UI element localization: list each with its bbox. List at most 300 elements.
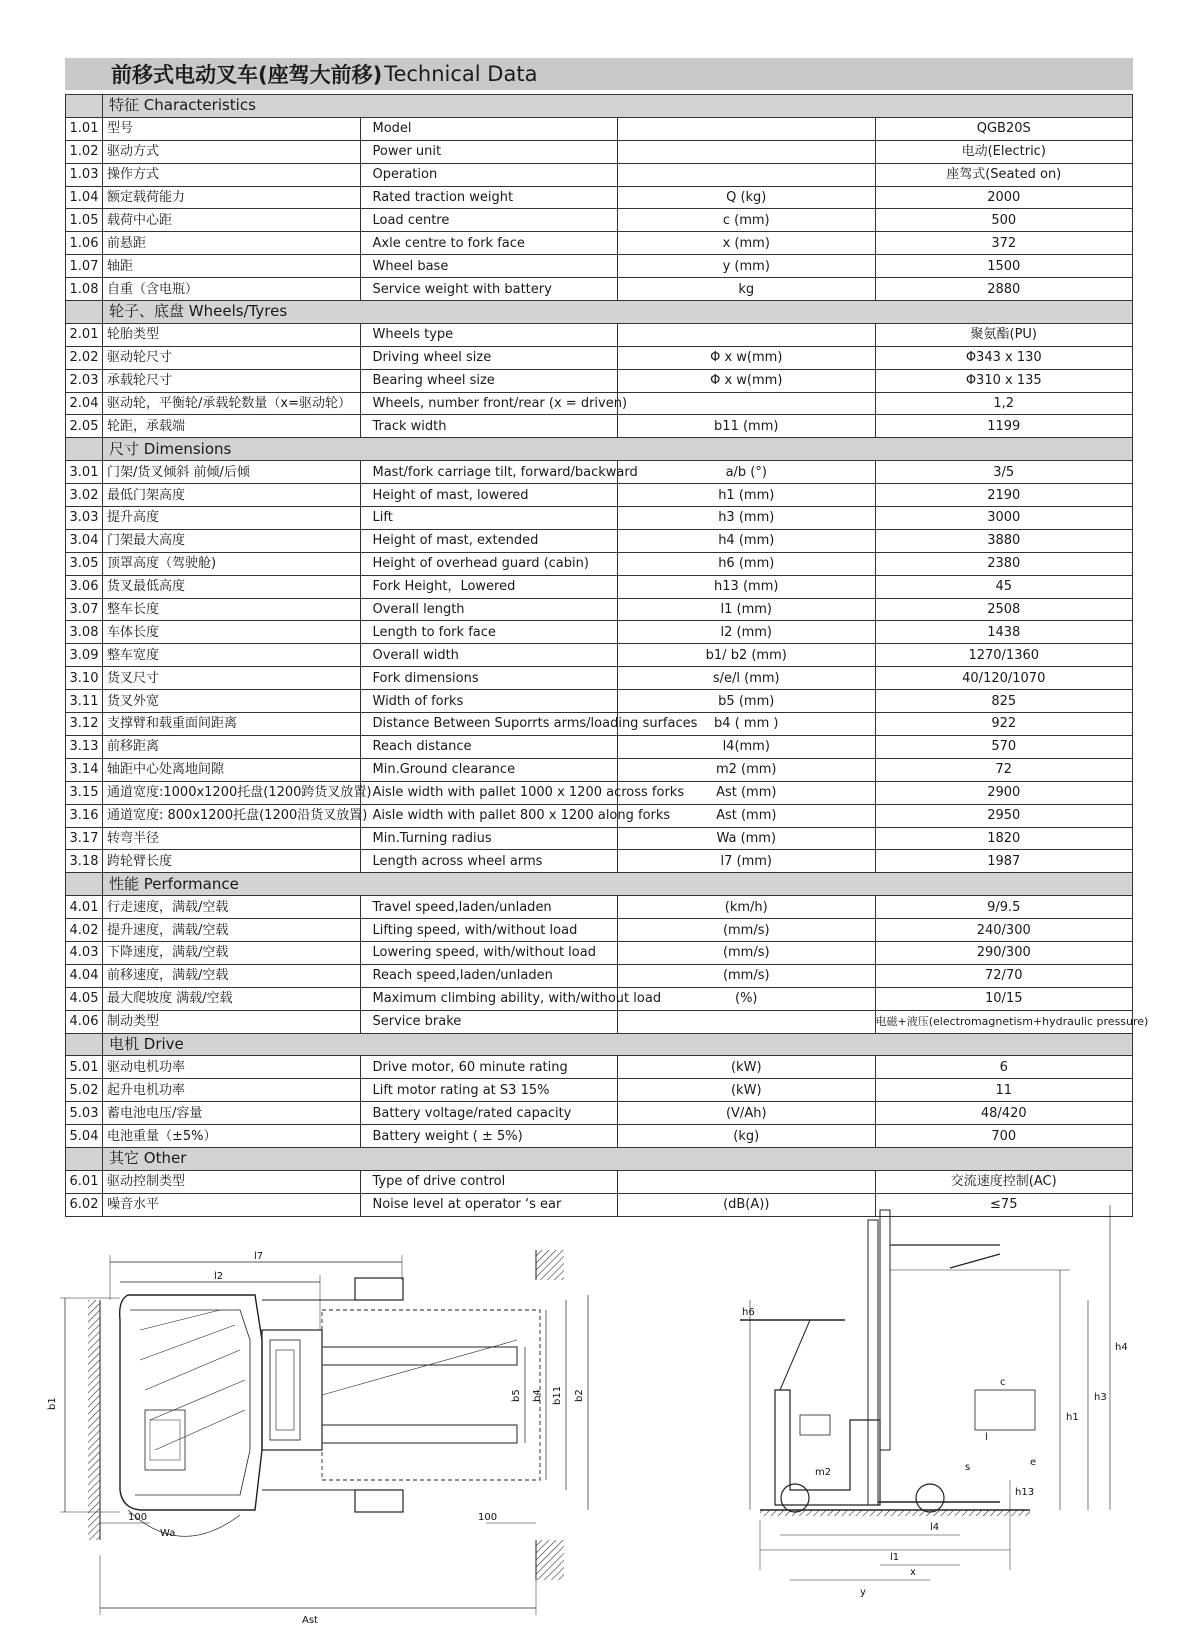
row-unit: (mm/s): [618, 964, 876, 987]
row-unit: b1/ b2 (mm): [618, 644, 876, 667]
row-chinese-label: 整车长度: [103, 598, 361, 621]
row-unit: (mm/s): [618, 941, 876, 964]
row-chinese-label: 门架/货叉倾斜 前倾/后倾: [103, 461, 361, 484]
section-header: [66, 438, 1133, 461]
row-chinese-label: 转弯半径: [103, 827, 361, 850]
label-l: l: [985, 1432, 988, 1443]
row-chinese-label: 货叉尺寸: [103, 667, 361, 690]
label-h1: h1: [1066, 1412, 1079, 1423]
table-row: [66, 987, 1133, 1010]
row-value: 48/420: [875, 1102, 1133, 1125]
row-unit: y (mm): [618, 255, 876, 278]
row-value: 570: [875, 735, 1133, 758]
table-row: [66, 186, 1133, 209]
row-value: 2900: [875, 781, 1133, 804]
row-unit: (mm/s): [618, 919, 876, 942]
label-h6: h6: [742, 1307, 755, 1318]
label-l4: l4: [930, 1522, 940, 1533]
row-chinese-label: 驱动轮，平衡轮/承载轮数量（x=驱动轮）: [103, 392, 361, 415]
top-view-drawing: [60, 1250, 588, 1615]
row-value: Φ343 x 130: [875, 346, 1133, 369]
table-row: [66, 278, 1133, 301]
row-chinese-label: 轴距中心处离地间隙: [103, 758, 361, 781]
drawings-svg: [0, 1240, 1200, 1629]
row-english-label: Operation: [360, 163, 618, 186]
row-chinese-label: 前移速度，满载/空载: [103, 964, 361, 987]
row-chinese-label: 跨轮臂长度: [103, 850, 361, 873]
row-value: 3000: [875, 507, 1133, 530]
table-row: [66, 209, 1133, 232]
row-english-label: Power unit: [360, 140, 618, 163]
section-header-spacer: [66, 873, 103, 896]
row-value: 1987: [875, 850, 1133, 873]
row-value: 1,2: [875, 392, 1133, 415]
row-number: 4.02: [66, 919, 103, 942]
table-row: [66, 232, 1133, 255]
row-value: 290/300: [875, 941, 1133, 964]
row-value: 2950: [875, 804, 1133, 827]
row-chinese-label: 电池重量（±5%）: [103, 1125, 361, 1148]
label-b11: b11: [552, 1385, 563, 1405]
row-value: 交流速度控制(AC): [875, 1170, 1133, 1193]
label-l1: l1: [890, 1552, 900, 1563]
row-value: 11: [875, 1079, 1133, 1102]
row-unit: Φ x w(mm): [618, 369, 876, 392]
table-row: [66, 758, 1133, 781]
row-chinese-label: 最大爬坡度 满载/空载: [103, 987, 361, 1010]
row-value: 1199: [875, 415, 1133, 438]
section-header-spacer: [66, 301, 103, 324]
row-value: 2508: [875, 598, 1133, 621]
row-chinese-label: 操作方式: [103, 163, 361, 186]
row-english-label: Service brake: [360, 1010, 618, 1033]
row-english-label: Length to fork face: [360, 621, 618, 644]
row-value: Φ310 x 135: [875, 369, 1133, 392]
table-row: [66, 781, 1133, 804]
row-value: 1820: [875, 827, 1133, 850]
row-unit: (dB(A)): [618, 1193, 876, 1216]
row-unit: [618, 1010, 876, 1033]
row-chinese-label: 驱动方式: [103, 140, 361, 163]
row-chinese-label: 起升电机功率: [103, 1079, 361, 1102]
table-row: [66, 1102, 1133, 1125]
row-chinese-label: 通道宽度:1000x1200托盘(1200跨货叉放置): [103, 781, 361, 804]
section-header-spacer: [66, 438, 103, 461]
label-x: x: [910, 1567, 916, 1578]
table-row: [66, 919, 1133, 942]
row-chinese-label: 整车宽度: [103, 644, 361, 667]
label-b4: b4: [532, 1389, 543, 1402]
table-row: [66, 667, 1133, 690]
row-chinese-label: 车体长度: [103, 621, 361, 644]
label-l2: l2: [214, 1271, 224, 1282]
row-english-label: Lowering speed, with/without load: [360, 941, 618, 964]
row-english-label: Battery weight ( ± 5%): [360, 1125, 618, 1148]
row-value: 240/300: [875, 919, 1133, 942]
row-value: 72/70: [875, 964, 1133, 987]
row-english-label: Bearing wheel size: [360, 369, 618, 392]
row-unit: (%): [618, 987, 876, 1010]
technical-drawings: [0, 1240, 1200, 1629]
row-chinese-label: 自重（含电瓶）: [103, 278, 361, 301]
row-number: 1.04: [66, 186, 103, 209]
row-english-label: Wheels, number front/rear (x = driven): [360, 392, 618, 415]
row-english-label: Distance Between Suporrts arms/loading surfaces: [360, 713, 618, 736]
table-row: [66, 484, 1133, 507]
label-m2: m2: [815, 1467, 832, 1478]
table-row: [66, 346, 1133, 369]
row-english-label: Aisle width with pallet 800 x 1200 along forks: [360, 804, 618, 827]
row-number: 3.04: [66, 529, 103, 552]
row-value: 922: [875, 713, 1133, 736]
label-ast: Ast: [302, 1615, 318, 1626]
document-title: [65, 58, 1133, 90]
row-number: 4.03: [66, 941, 103, 964]
table-row: [66, 575, 1133, 598]
row-number: 1.06: [66, 232, 103, 255]
row-unit: Q (kg): [618, 186, 876, 209]
technical-data-table: [65, 94, 1149, 1217]
row-unit: [618, 1170, 876, 1193]
row-unit: b5 (mm): [618, 690, 876, 713]
label-h3: h3: [1094, 1392, 1107, 1403]
table-row: [66, 644, 1133, 667]
table-row: [66, 323, 1133, 346]
row-value: 10/15: [875, 987, 1133, 1010]
row-number: 4.01: [66, 896, 103, 919]
row-number: 1.01: [66, 117, 103, 140]
row-chinese-label: 驱动轮尺寸: [103, 346, 361, 369]
row-value: 1500: [875, 255, 1133, 278]
row-english-label: Reach distance: [360, 735, 618, 758]
row-chinese-label: 载荷中心距: [103, 209, 361, 232]
row-english-label: Lift motor rating at S3 15%: [360, 1079, 618, 1102]
table-row: [66, 1125, 1133, 1148]
row-number: 5.02: [66, 1079, 103, 1102]
row-value: 电动(Electric): [875, 140, 1133, 163]
row-chinese-label: 前移距离: [103, 735, 361, 758]
row-chinese-label: 支撑臂和载重面间距离: [103, 713, 361, 736]
table-row: [66, 1056, 1133, 1079]
row-value: 3880: [875, 529, 1133, 552]
row-english-label: Type of drive control: [360, 1170, 618, 1193]
table-row: [66, 827, 1133, 850]
row-unit: a/b (°): [618, 461, 876, 484]
row-number: 2.02: [66, 346, 103, 369]
table-row: [66, 690, 1133, 713]
row-english-label: Noise level at operator ‘s ear: [360, 1193, 618, 1216]
row-english-label: Drive motor, 60 minute rating: [360, 1056, 618, 1079]
label-y: y: [860, 1587, 866, 1598]
row-english-label: Overall length: [360, 598, 618, 621]
row-number: 1.07: [66, 255, 103, 278]
row-english-label: Battery voltage/rated capacity: [360, 1102, 618, 1125]
row-value: 3/5: [875, 461, 1133, 484]
row-value: 40/120/1070: [875, 667, 1133, 690]
row-number: 3.15: [66, 781, 103, 804]
row-chinese-label: 承载轮尺寸: [103, 369, 361, 392]
table-row: [66, 713, 1133, 736]
row-chinese-label: 门架最大高度: [103, 529, 361, 552]
row-value: 2190: [875, 484, 1133, 507]
row-unit: (kW): [618, 1056, 876, 1079]
row-english-label: Travel speed,laden/unladen: [360, 896, 618, 919]
row-unit: h4 (mm): [618, 529, 876, 552]
table-row: [66, 529, 1133, 552]
row-unit: h13 (mm): [618, 575, 876, 598]
section-title: 其它 Other: [103, 1147, 1133, 1170]
row-number: 1.08: [66, 278, 103, 301]
table-row: [66, 140, 1133, 163]
row-number: 3.11: [66, 690, 103, 713]
row-number: 3.16: [66, 804, 103, 827]
row-english-label: Wheel base: [360, 255, 618, 278]
row-number: 2.03: [66, 369, 103, 392]
row-value: 6: [875, 1056, 1133, 1079]
row-english-label: Track width: [360, 415, 618, 438]
row-english-label: Min.Turning radius: [360, 827, 618, 850]
row-chinese-label: 蓄电池电压/容量: [103, 1102, 361, 1125]
section-header-spacer: [66, 1033, 103, 1056]
row-chinese-label: 货叉最低高度: [103, 575, 361, 598]
table-row: [66, 392, 1133, 415]
row-value: 700: [875, 1125, 1133, 1148]
row-english-label: Reach speed,laden/unladen: [360, 964, 618, 987]
row-value: 1270/1360: [875, 644, 1133, 667]
row-number: 1.03: [66, 163, 103, 186]
table-row: [66, 964, 1133, 987]
row-chinese-label: 制动类型: [103, 1010, 361, 1033]
row-unit: m2 (mm): [618, 758, 876, 781]
row-number: 4.06: [66, 1010, 103, 1033]
row-unit: b11 (mm): [618, 415, 876, 438]
row-unit: [618, 117, 876, 140]
row-value: 聚氨酯(PU): [875, 323, 1133, 346]
section-title: 电机 Drive: [103, 1033, 1133, 1056]
row-chinese-label: 提升速度，满载/空载: [103, 919, 361, 942]
row-chinese-label: 下降速度，满载/空载: [103, 941, 361, 964]
row-number: 6.02: [66, 1193, 103, 1216]
row-value: 2880: [875, 278, 1133, 301]
row-english-label: Lift: [360, 507, 618, 530]
row-number: 3.17: [66, 827, 103, 850]
row-english-label: Model: [360, 117, 618, 140]
row-english-label: Wheels type: [360, 323, 618, 346]
row-unit: (kW): [618, 1079, 876, 1102]
row-unit: h1 (mm): [618, 484, 876, 507]
row-value: 座驾式(Seated on): [875, 163, 1133, 186]
section-header: [66, 301, 1133, 324]
row-english-label: Min.Ground clearance: [360, 758, 618, 781]
row-unit: Φ x w(mm): [618, 346, 876, 369]
row-english-label: Rated traction weight: [360, 186, 618, 209]
table-row: [66, 1010, 1133, 1033]
row-unit: b4 ( mm ): [618, 713, 876, 736]
table-row: [66, 1193, 1133, 1216]
row-number: 4.04: [66, 964, 103, 987]
row-unit: l7 (mm): [618, 850, 876, 873]
row-number: 3.07: [66, 598, 103, 621]
row-unit: h6 (mm): [618, 552, 876, 575]
row-value: 825: [875, 690, 1133, 713]
row-chinese-label: 顶罩高度（驾驶舱): [103, 552, 361, 575]
row-unit: kg: [618, 278, 876, 301]
table-row: [66, 598, 1133, 621]
row-unit: [618, 163, 876, 186]
row-chinese-label: 驱动控制类型: [103, 1170, 361, 1193]
row-value: 72: [875, 758, 1133, 781]
row-unit: l4(mm): [618, 735, 876, 758]
row-english-label: Overall width: [360, 644, 618, 667]
row-english-label: Fork dimensions: [360, 667, 618, 690]
row-english-label: Height of mast, lowered: [360, 484, 618, 507]
row-unit: Wa (mm): [618, 827, 876, 850]
section-header: [66, 1033, 1133, 1056]
row-number: 3.09: [66, 644, 103, 667]
row-value: 2380: [875, 552, 1133, 575]
row-english-label: Aisle width with pallet 1000 x 1200 across forks: [360, 781, 618, 804]
row-number: 3.05: [66, 552, 103, 575]
table-row: [66, 255, 1133, 278]
row-english-label: Driving wheel size: [360, 346, 618, 369]
table-row: [66, 896, 1133, 919]
row-chinese-label: 通道宽度: 800x1200托盘(1200沿货叉放置): [103, 804, 361, 827]
table-row: [66, 850, 1133, 873]
row-english-label: Mast/fork carriage tilt, forward/backward: [360, 461, 618, 484]
label-h4: h4: [1115, 1342, 1128, 1353]
row-english-label: Load centre: [360, 209, 618, 232]
row-english-label: Length across wheel arms: [360, 850, 618, 873]
row-unit: l1 (mm): [618, 598, 876, 621]
row-english-label: Height of overhead guard (cabin): [360, 552, 618, 575]
row-chinese-label: 驱动电机功率: [103, 1056, 361, 1079]
row-number: 2.04: [66, 392, 103, 415]
row-number: 1.02: [66, 140, 103, 163]
row-english-label: Fork Height，Lowered: [360, 575, 618, 598]
row-number: 5.01: [66, 1056, 103, 1079]
label-b5: b5: [511, 1389, 522, 1402]
row-unit: Ast (mm): [618, 781, 876, 804]
row-value: 500: [875, 209, 1133, 232]
table-row: [66, 415, 1133, 438]
row-number: 3.02: [66, 484, 103, 507]
table-row: [66, 1170, 1133, 1193]
table-row: [66, 735, 1133, 758]
table-row: [66, 163, 1133, 186]
row-value: 372: [875, 232, 1133, 255]
section-header: [66, 95, 1133, 118]
table-row: [66, 1079, 1133, 1102]
row-chinese-label: 轮胎类型: [103, 323, 361, 346]
section-title: 轮子、底盘 Wheels/Tyres: [103, 301, 1133, 324]
table-row: [66, 552, 1133, 575]
row-number: 3.08: [66, 621, 103, 644]
row-chinese-label: 货叉外宽: [103, 690, 361, 713]
row-chinese-label: 提升高度: [103, 507, 361, 530]
section-title: 特征 Characteristics: [103, 95, 1133, 118]
row-value: QGB20S: [875, 117, 1133, 140]
label-h13: h13: [1015, 1487, 1035, 1498]
row-value: 9/9.5: [875, 896, 1133, 919]
row-chinese-label: 轮距，承载端: [103, 415, 361, 438]
table-row: [66, 941, 1133, 964]
row-value: ≤75: [875, 1193, 1133, 1216]
side-view-drawing: [740, 1205, 1110, 1580]
label-b1: b1: [47, 1397, 58, 1410]
row-chinese-label: 额定载荷能力: [103, 186, 361, 209]
label-l7: l7: [254, 1251, 264, 1262]
row-unit: c (mm): [618, 209, 876, 232]
row-number: 4.05: [66, 987, 103, 1010]
label-100-right: 100: [478, 1512, 498, 1523]
label-100-left: 100: [128, 1512, 148, 1523]
table-row: [66, 369, 1133, 392]
row-value: 1438: [875, 621, 1133, 644]
title-english: Technical Data: [384, 62, 538, 86]
row-unit: Ast (mm): [618, 804, 876, 827]
row-number: 3.13: [66, 735, 103, 758]
row-unit: [618, 392, 876, 415]
row-unit: [618, 140, 876, 163]
row-english-label: Height of mast, extended: [360, 529, 618, 552]
row-unit: (kg): [618, 1125, 876, 1148]
row-value: 电磁+液压(electromagnetism+hydraulic pressure): [875, 1010, 1133, 1033]
table-row: [66, 507, 1133, 530]
row-number: 5.03: [66, 1102, 103, 1125]
label-wa: Wa: [160, 1528, 176, 1539]
row-number: 3.06: [66, 575, 103, 598]
row-unit: s/e/l (mm): [618, 667, 876, 690]
label-b2: b2: [574, 1389, 585, 1402]
section-title: 尺寸 Dimensions: [103, 438, 1133, 461]
row-english-label: Width of forks: [360, 690, 618, 713]
row-number: 2.05: [66, 415, 103, 438]
section-header: [66, 1147, 1133, 1170]
row-unit: (km/h): [618, 896, 876, 919]
row-chinese-label: 最低门架高度: [103, 484, 361, 507]
row-number: 1.05: [66, 209, 103, 232]
table-row: [66, 621, 1133, 644]
label-c: c: [1000, 1377, 1006, 1388]
row-chinese-label: 噪音水平: [103, 1193, 361, 1216]
section-header: [66, 873, 1133, 896]
section-header-spacer: [66, 95, 103, 118]
row-unit: h3 (mm): [618, 507, 876, 530]
table-row: [66, 461, 1133, 484]
row-unit: (V/Ah): [618, 1102, 876, 1125]
row-number: 3.01: [66, 461, 103, 484]
row-number: 3.14: [66, 758, 103, 781]
row-unit: l2 (mm): [618, 621, 876, 644]
row-number: 3.03: [66, 507, 103, 530]
row-number: 6.01: [66, 1170, 103, 1193]
row-english-label: Axle centre to fork face: [360, 232, 618, 255]
section-header-spacer: [66, 1147, 103, 1170]
row-english-label: Maximum climbing ability, with/without load: [360, 987, 618, 1010]
table-row: [66, 117, 1133, 140]
row-number: 3.12: [66, 713, 103, 736]
row-chinese-label: 型号: [103, 117, 361, 140]
row-value: 45: [875, 575, 1133, 598]
row-unit: x (mm): [618, 232, 876, 255]
title-chinese: 前移式电动叉车(座驾大前移): [111, 63, 383, 87]
row-unit: [618, 323, 876, 346]
section-title: 性能 Performance: [103, 873, 1133, 896]
row-value: 2000: [875, 186, 1133, 209]
label-e: e: [1030, 1457, 1037, 1468]
row-english-label: Service weight with battery: [360, 278, 618, 301]
row-chinese-label: 轴距: [103, 255, 361, 278]
